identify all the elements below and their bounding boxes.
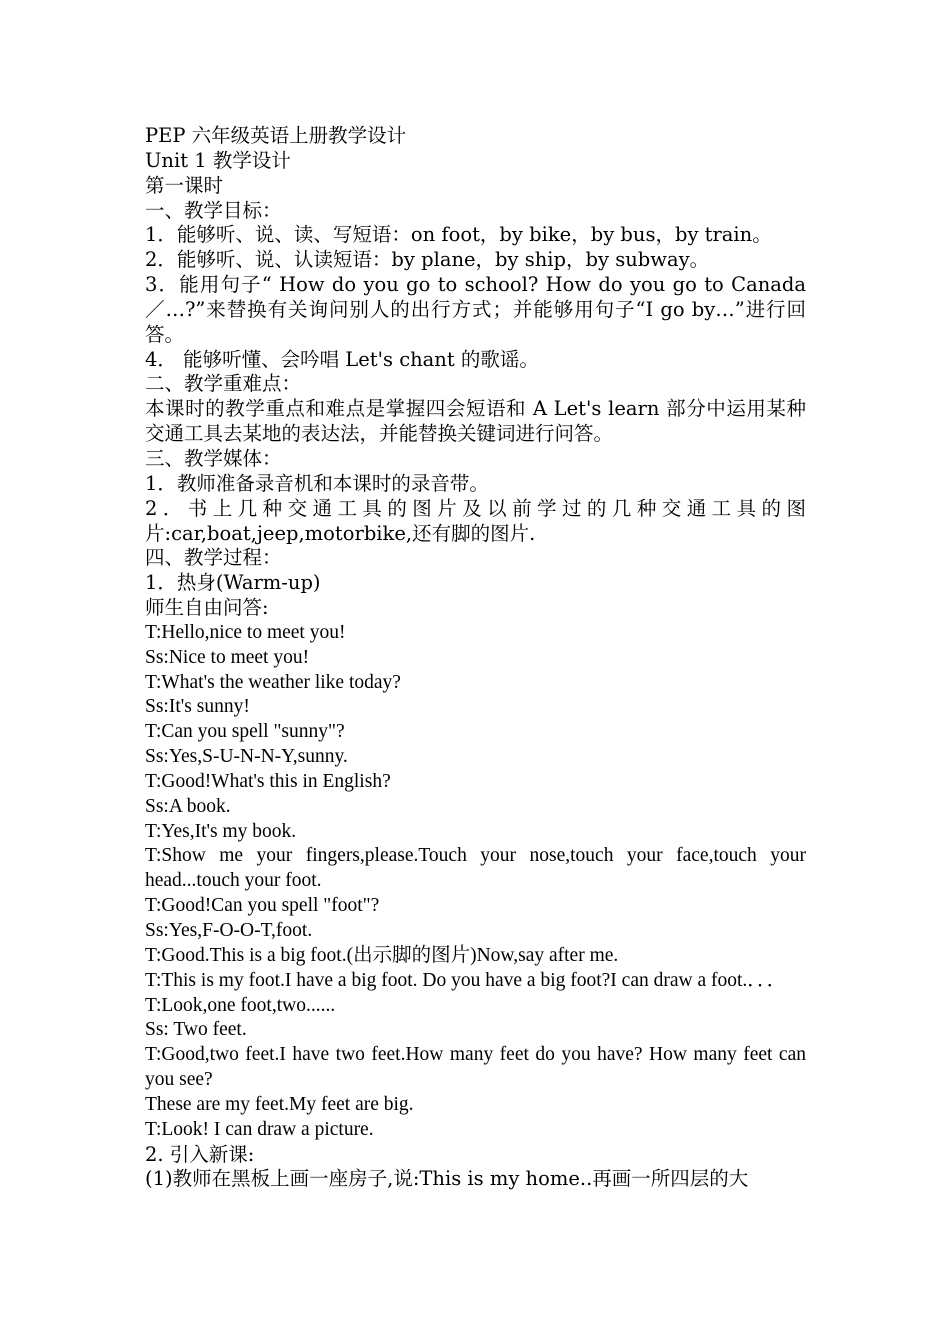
objective-item-1: 1．能够听、说、读、写短语：on foot，by bike，by bus，by train。 — [145, 223, 772, 247]
dialogue-spell-foot: T:Good!Can you spell "foot"? — [145, 895, 380, 917]
dialogue-line: Ss:Yes,S-U-N-N-Y,sunny. — [145, 746, 348, 768]
dialogue-line: T:Can you spell "sunny"? — [145, 721, 345, 743]
dialogue-how-many: T:Good,two feet.I have two feet.How many feet do you have? How many feet can you see? — [145, 1044, 806, 1091]
dialogue-line: Ss:Nice to meet you! — [145, 646, 310, 668]
objective-item-2: 2．能够听、说、认读短语：by plane，by ship，by subway。 — [145, 248, 710, 272]
dialogue-line: T:Yes,It's my book. — [145, 820, 297, 842]
media-item-2: 2．书上几种交通工具的图片及以前学过的几种交通工具的图片:car,boat,jeep,motorbike,还有脚的图片. — [145, 496, 806, 545]
lesson-heading: 第一课时 — [145, 173, 224, 197]
dialogue-line: Ss:It's sunny! — [145, 696, 250, 718]
dialogue-foot-answer: Ss:Yes,F-O-O-T,foot. — [145, 920, 313, 941]
unit-heading: Unit 1 教学设计 — [145, 148, 291, 172]
process-step-1-intro: 师生自由问答: — [145, 596, 269, 620]
keypoints-text: 本课时的教学重点和难点是掌握四会短语和 A Let's learn 部分中运用某种交通工具去某地的表达法，并能替换关键词进行问答。 — [145, 397, 806, 446]
dialogue-line: T:What's the weather like today? — [145, 671, 401, 693]
dialogue-one-foot: T:Look,one foot,two...... — [145, 994, 336, 1016]
dialogue-line: Ss:A book. — [145, 795, 231, 817]
document-title: PEP 六年级英语上册教学设计 — [145, 124, 407, 147]
media-item-1: 1．教师准备录音机和本课时的录音带。 — [145, 471, 489, 495]
document-body — [145, 124, 806, 1192]
dialogue-picture: T:Look! I can draw a picture. — [145, 1118, 374, 1140]
dialogue-fingers: T:Show me your fingers,please.Touch your nose,touch your face,touch your head...touch your foot. — [145, 845, 806, 892]
process-step-2-1: (1)教师在黑板上画一座房子,说:This is my home..再画一所四层的大 — [145, 1167, 749, 1191]
dialogue-line: T:Hello,nice to meet you! — [145, 621, 346, 643]
dialogue-big-foot: T:Good.This is a big foot.(出示脚的图片)Now,say after me. — [145, 944, 619, 966]
dialogue-draw-foot: T:This is my foot.I have a big foot. Do you have a big foot?I can draw a foot.．．． — [145, 969, 787, 991]
section-media-heading: 三、教学媒体： — [145, 446, 282, 470]
dialogue-two-feet: Ss: Two feet. — [145, 1019, 247, 1041]
section-objectives-heading: 一、教学目标： — [145, 198, 282, 222]
section-process-heading: 四、教学过程： — [145, 546, 282, 570]
objective-item-3: 3．能用句子“ How do you go to school? How do you go to Canada／…?”来替换有关询问别人的出行方式；并能够用句子“I go by…”进行回答。 — [145, 273, 806, 346]
process-step-2: 2. 引入新课: — [145, 1142, 255, 1166]
dialogue-line: T:Good!What's this in English? — [145, 770, 391, 792]
process-step-1: 1．热身(Warm-up) — [145, 571, 321, 595]
dialogue-my-feet: These are my feet.My feet are big. — [145, 1093, 414, 1115]
objective-item-4: 4． 能够听懂、会吟唱 Let's chant 的歌谣。 — [145, 347, 539, 371]
section-keypoints-heading: 二、教学重难点： — [145, 372, 302, 396]
